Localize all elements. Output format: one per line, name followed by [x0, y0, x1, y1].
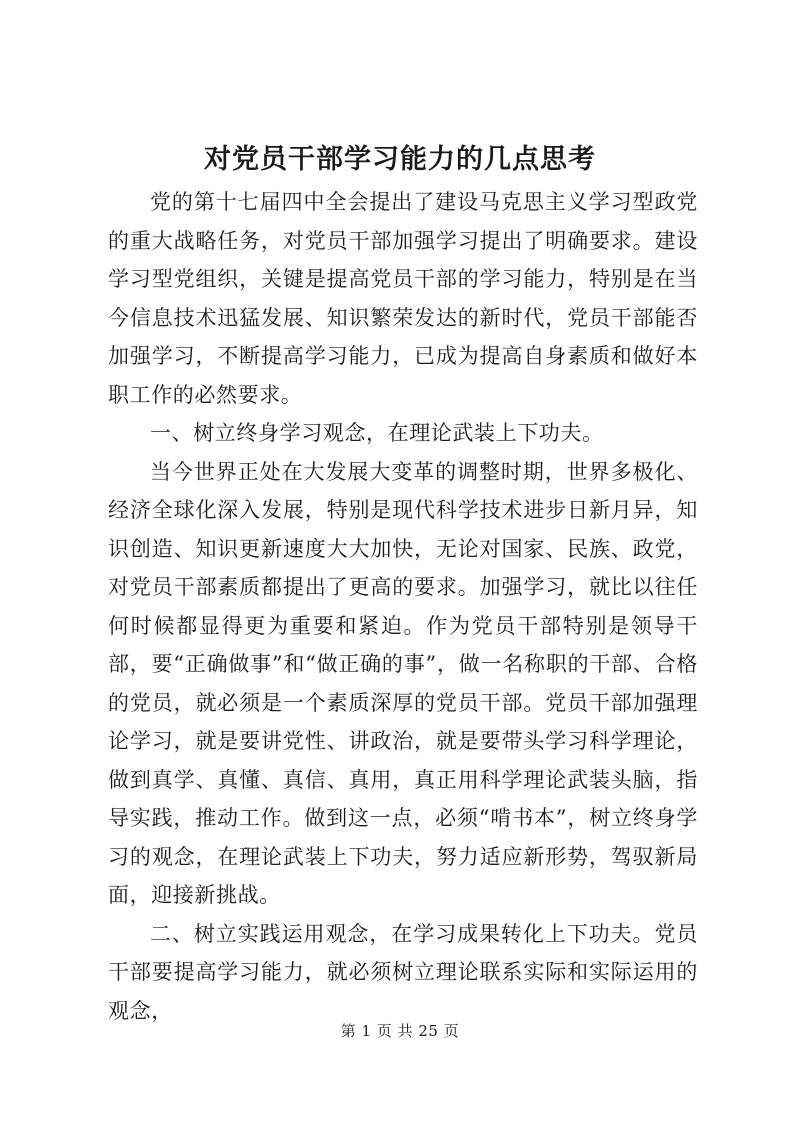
document-title: 对党员干部学习能力的几点思考: [204, 144, 596, 175]
section-heading-2: 二、树立实践运用观念，在学习成果转化上下功夫。党员干部要提高学习能力，就必须树立理论联系实际和实际运用的观念，: [108, 921, 698, 1023]
document-body: [108, 183, 698, 1030]
section-heading-1: 一、树立终身学习观念，在理论武装上下功夫。: [150, 421, 604, 445]
paragraph-section-1: 当今世界正处在大发展大变革的调整时期，世界多极化、经济全球化深入发展，特别是现代科学技术进步日新月异，知识创造、知识更新速度大大加快，无论对国家、民族、政党，对党员干部素质都提出了更高的要求。加强学习，就比以往任何时候都显得更为重要和紧迫。作为党员干部特别是领导干部，要“正确做事”和“做正确的事”，做一名称职的干部、合格的党员，就必须是一个素质深厚的党员干部。党员干部加强理论学习，就是要讲党性、讲政治，就是要带头学习科学理论，做到真学、真懂、真信、真用，真正用科学理论武装头脑，指导实践，推动工作。做到这一点，必须“啃书本”，树立终身学习的观念，在理论武装上下功夫，努力适应新形势，驾驭新局面，迎接新挑战。: [108, 459, 698, 907]
page-number-footer: 第 1 页 共 25 页: [340, 1022, 460, 1040]
paragraph-intro: 党的第十七届四中全会提出了建设马克思主义学习型政党的重大战略任务，对党员干部加强学习提出了明确要求。建设学习型党组织，关键是提高党员干部的学习能力，特别是在当今信息技术迅猛发展、知识繁荣发达的新时代，党员干部能否加强学习，不断提高学习能力，已成为提高自身素质和做好本职工作的必然要求。: [108, 190, 698, 407]
